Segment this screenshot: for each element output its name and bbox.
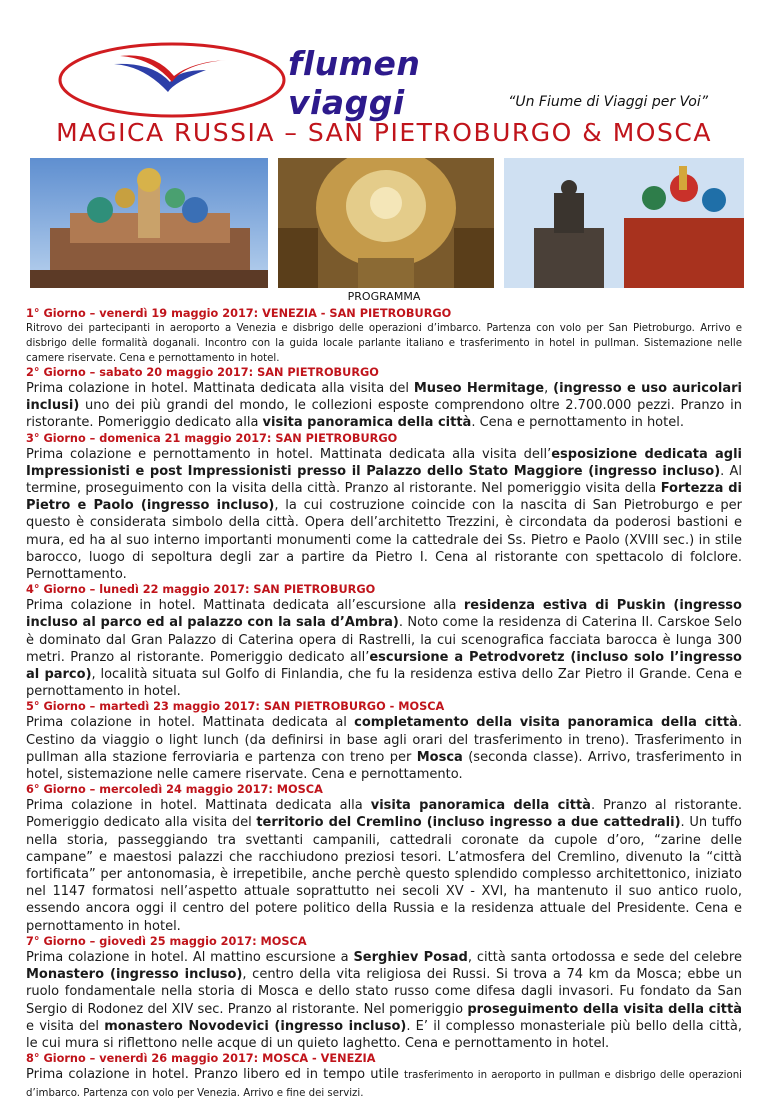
day-heading: 2° Giorno – sabato 20 maggio 2017: SAN PIETROBURGO <box>26 366 379 379</box>
brand-name: flumen viaggi <box>288 44 421 122</box>
program-label: PROGRAMMA <box>347 290 421 303</box>
day-description: Prima colazione in hotel. Mattinata dedicata alla visita del Museo Hermitage, (ingresso e uso auricolari inclusi) uno dei più grandi del mondo, le collezioni esposte comprendono oltre 2.700.000 pezzi. Pranzo in ristorante. Pomeriggio dedicato alla visita panoramica della città. Cena e pernottamento in hotel. <box>26 381 742 431</box>
day-1 <box>26 307 742 366</box>
photo-cathedral-interior <box>278 158 494 288</box>
photo-strip <box>30 158 744 288</box>
day-description: Ritrovo dei partecipanti in aeroporto a Venezia e disbrigo delle operazioni d’imbarco. Partenza con volo per San Pietroburgo. Arrivo e disbrigo delle formalità doganali. Incontro con la guida locale parlante italiano e trasferimento in hotel in pullman. Sistemazione nelle camere riservate. Cena e pernottamento in hotel. <box>26 323 742 364</box>
day-heading: 8° Giorno – venerdì 26 maggio 2017: MOSCA - VENEZIA <box>26 1052 376 1066</box>
day-heading: 3° Giorno – domenica 21 maggio 2017: SAN PIETROBURGO <box>26 431 398 445</box>
page-title: MAGICA RUSSIA – SAN PIETROBURGO & MOSCA <box>56 118 712 147</box>
day-8 <box>26 1052 742 1102</box>
day-2 <box>26 366 742 432</box>
day-6 <box>26 783 742 935</box>
photo-church-savior <box>30 158 268 288</box>
day-4 <box>26 583 742 700</box>
tagline: “Un Fiume di Viaggi per Voi” <box>508 94 708 110</box>
day-3 <box>26 432 742 584</box>
day-heading: 6° Giorno – mercoledì 24 maggio 2017: MOSCA <box>26 783 323 797</box>
day-description: Prima colazione in hotel. Mattinata dedicata al completamento della visita panoramica della città. Cestino da viaggio o light lunch (da definirsi in base agli orari del trasferimento in treno). Trasferimento in pullman alla stazione ferroviaria e partenza con treno per Mosca (seconda classe). Arrivo, trasferimento in hotel, sistemazione nelle camere riservate. Cena e pernottamento. <box>26 715 742 783</box>
day-heading: 5° Giorno – martedì 23 maggio 2017: SAN PIETROBURGO - MOSCA <box>26 700 445 714</box>
day-5 <box>26 700 742 783</box>
day-description: Prima colazione in hotel. Mattinata dedicata alla visita panoramica della città. Pranzo al ristorante. Pomeriggio dedicato alla visita del territorio del Cremlino (incluso ingresso a due cattedrali). Un tuffo nella storia, passeggiando tra svettanti campanili, cattedrali coronate da cupole d’oro, “zarine delle campane” e maestosi palazzi che racchiudono preziosi tesori. L’atmosfera del Cremlino, divenuto la “città fortificata” per antonomasia, è irrepetibile, anche perchè questo splendido complesso architettonico, iniziato nel 1147 formatosi nell’aspetto attuale soprattutto nei secoli XV - XVI, ha mantenuto il suo antico ruolo, essendo ancora oggi il centro del potere politico della Russia e la residenza attuale del Presidente. Cena e pernottamento in hotel. <box>26 798 742 934</box>
itinerary <box>26 307 742 1103</box>
day-description: Prima colazione in hotel. Pranzo libero ed in tempo utile trasferimento in aeroporto in pullman e disbrigo delle operazioni d’imbarco. Partenza con volo per Venezia. Arrivo e fine dei servizi. <box>26 1067 742 1100</box>
day-heading: 1° Giorno – venerdì 19 maggio 2017: VENEZIA - SAN PIETROBURGO <box>26 307 452 320</box>
day-heading: 4° Giorno – lunedì 22 maggio 2017: SAN PIETROBURGO <box>26 583 376 597</box>
day-heading: 7° Giorno – giovedì 25 maggio 2017: MOSCA <box>26 934 307 948</box>
day-description: Prima colazione in hotel. Al mattino escursione a Serghiev Posad, città santa ortodossa e sede del celebre Monastero (ingresso incluso), centro della vita religiosa dei Russi. Si trova a 74 km da Mosca; ebbe un ruolo fondamentale nella storia di Mosca e dello stato russo come difesa dagli invasori. Fu fondato da San Sergio di Rodonez del XIV sec. Pranzo al ristorante. Nel pomeriggio proseguimento della visita della città e visita del monastero Novodevici (ingresso incluso). E’ il complesso monasteriale più bello della città, le cui mura si riflettono nelle acque di un quieto laghetto. Cena e pernottamento in hotel. <box>26 949 742 1051</box>
logo <box>56 36 476 126</box>
day-description: Prima colazione e pernottamento in hotel. Mattinata dedicata alla visita dell’esposizione dedicata agli Impressionisti e post Impressionisti presso il Palazzo dello Stato Maggiore (ingresso incluso). Al termine, proseguimento con la visita della città. Pranzo al ristorante. Nel pomeriggio visita della Fortezza di Pietro e Paolo (ingresso incluso), la cui costruzione coincide con la nascita di San Pietroburgo e per questo è considerata simbolo della città. Opera dell’architetto Trezzini, è circondata da poderosi bastioni e mura, ed ha al suo interno importanti monumenti come la cattedrale dei Ss. Pietro e Paolo (XVIII sec.) in stile barocco, luogo di sepoltura degli zar a partire da Pietro I. Cena al ristorante con spettacolo di folclore. Pernottamento. <box>26 446 742 583</box>
logo-mark <box>56 36 286 126</box>
photo-saint-basil <box>504 158 744 288</box>
day-description: Prima colazione in hotel. Mattinata dedicata all’escursione alla residenza estiva di Puskin (ingresso incluso al parco ed al palazzo con la sala d’Ambra). Noto come la residenza di Caterina II. Carskoe Selo è dominato dal Gran Palazzo di Caterina opera di Rastrelli, la cui scenografica facciata barocca è lunga 300 metri. Pranzo al ristorante. Pomeriggio dedicato all’escursione a Petrodvoretz (incluso solo l’ingresso al parco), località situata sul Golfo di Finlandia, che fu la residenza estiva dello Zar Pietro il Grande. Cena e pernottamento in hotel. <box>26 598 743 700</box>
